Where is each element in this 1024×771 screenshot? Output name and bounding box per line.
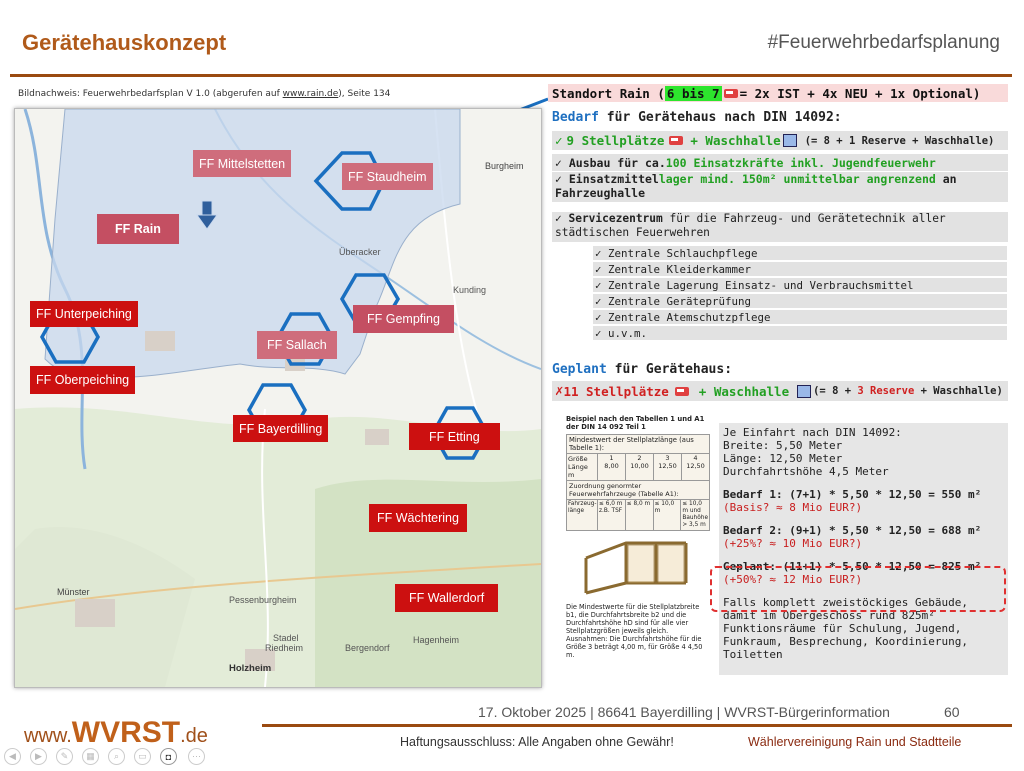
figure-laenge-label: Länge m (568, 463, 588, 479)
service-item: ✓ Zentrale Lagerung Einsatz- und Verbrauchsmittel (593, 278, 1007, 292)
bedarf-waschhalle: + Waschhalle (690, 133, 781, 148)
figure-size: 3 (665, 454, 670, 462)
label-ff-rain[interactable]: FF Rain (97, 214, 179, 244)
place-ueberacker: Überacker (339, 247, 381, 257)
service-item: ✓ Zentrale Kleiderkammer (593, 262, 1007, 276)
footer-divider (262, 724, 1012, 727)
place-bergendorf: Bergendorf (345, 643, 390, 653)
wvrst-logo[interactable] (24, 716, 208, 750)
figure-size: 1 (609, 454, 614, 462)
organization-name: Wählervereinigung Rain und Stadtteile (748, 735, 962, 749)
lager-suffix: an Fahrzeughalle (555, 172, 957, 200)
bedarf2-label: Bedarf 2: (723, 524, 783, 537)
figure-title: Beispiel nach den Tabellen 1 und A1 der DIN 14 092 Teil 1 (566, 415, 705, 431)
calc-intro: Je Einfahrt nach DIN 14092: (723, 426, 902, 439)
standort-suffix: = 2x IST + 4x NEU + 1x Optional) (739, 85, 981, 101)
label-ff-staudheim[interactable]: FF Staudheim (342, 163, 433, 190)
figure-size: 4 (693, 454, 698, 462)
figure-lcol: ≤ 10,0 m (654, 500, 682, 530)
calc-hoehe: Durchfahrtshöhe 4,5 Meter (723, 465, 889, 478)
geplant-stellplaetze-row (552, 381, 1008, 401)
label-ff-oberpeiching[interactable]: FF Oberpeiching (30, 366, 135, 394)
label-ff-bayerdilling[interactable]: FF Bayerdilling (233, 415, 328, 442)
figure-zuordnung: Zuordnung genormter Feuerwehrfahrzeuge (Tabelle A1): (567, 481, 709, 500)
next-slide-icon[interactable]: ▶ (30, 748, 47, 765)
service-row (552, 212, 1008, 242)
geplant-note-red: 3 Reserve (857, 385, 915, 397)
logo-brand: WVRST (71, 716, 181, 749)
figure-length: 12,50 (686, 462, 705, 470)
calculation-box (719, 423, 1008, 675)
bedarf-heading (552, 110, 842, 125)
garage-drawing (566, 533, 710, 603)
map-panel[interactable] (14, 108, 542, 688)
label-ff-wallerdorf[interactable]: FF Wallerdorf (395, 584, 498, 612)
figure-length: 10,00 (630, 462, 649, 470)
bedarf-stellplaetze-note: (= 8 + 1 Reserve + Waschhalle) (804, 134, 995, 147)
label-ff-unterpeiching[interactable]: FF Unterpeiching (30, 301, 138, 327)
place-stadel: Stadel (273, 633, 299, 643)
geplant-heading-blue: Geplant (552, 362, 607, 377)
camera-icon[interactable]: ◘ (160, 748, 177, 765)
place-pessenburgheim: Pessenburgheim (229, 595, 297, 605)
geplant-label: Geplant: (723, 560, 776, 573)
credit-suffix: ), Seite 134 (338, 89, 391, 99)
prev-slide-icon[interactable]: ◀ (4, 748, 21, 765)
lager-highlight: lager mind. 150m² unmittelbar angrenzend (658, 172, 936, 186)
fire-truck-icon (675, 387, 689, 396)
figure-lcol: ≤ 10,0 m und Bauhöhe > 3,5 m (682, 501, 709, 528)
service-bold: ✓ Servicezentrum (555, 212, 663, 225)
credit-prefix: Bildnachweis: Feuerwehrbedarfsplan V 1.0 (abgerufen auf (18, 89, 283, 99)
figure-table-head: Mindestwert der Stellplatzlänge (aus Tabelle 1): (567, 435, 709, 454)
geplant-note (813, 385, 1003, 397)
wash-icon (797, 385, 811, 398)
fire-truck-icon (724, 89, 738, 98)
cross-icon: ✗ (555, 383, 564, 399)
label-ff-sallach[interactable]: FF Sallach (257, 331, 337, 359)
credit-link[interactable]: www.rain.de (282, 89, 339, 99)
geplant-highlight-box (710, 566, 1006, 612)
bedarf-heading-rest: für Gerätehaus nach DIN 14092: (598, 110, 842, 125)
geplant-stellplaetze: 11 Stellplätze (563, 383, 669, 399)
geplant-calc-note: (+50%? ≈ 12 Mio EUR?) (723, 573, 863, 586)
footer-info: 17. Oktober 2025 | 86641 Bayerdilling | WVRST-Bürgerinformation (478, 704, 890, 720)
place-kunding: Kunding (453, 285, 487, 295)
zoom-icon[interactable]: ⌕ (108, 748, 125, 765)
standort-title (548, 84, 1008, 102)
place-muenster: Münster (57, 587, 90, 597)
bedarf1-formula: (7+1) * 5,50 * 12,50 = 550 m² (782, 488, 982, 501)
bedarf-stellplaetze: 9 Stellplätze (566, 133, 665, 148)
geplant-waschhalle: + Waschhalle (698, 383, 790, 399)
figure-groesse-label: Größe (568, 455, 588, 463)
place-burgheim: Burgheim (485, 161, 524, 171)
figure-lcol: ≤ 6,0 m z.B. TSF (598, 500, 626, 530)
label-ff-gempfing[interactable]: FF Gempfing (353, 305, 454, 333)
fire-truck-icon (669, 136, 683, 145)
service-item: ✓ Zentrale Schlauchpflege (593, 246, 1007, 260)
place-hagenheim: Hagenheim (413, 635, 460, 645)
lager-row (552, 172, 1008, 202)
pen-icon[interactable]: ✎ (56, 748, 73, 765)
place-holzheim: Holzheim (229, 663, 272, 674)
geplant-note-prefix: (= 8 + (813, 385, 858, 397)
wash-icon (783, 134, 797, 147)
calc-laenge: Länge: 12,50 Meter (723, 452, 843, 465)
bedarf1-label: Bedarf 1: (723, 488, 783, 501)
bedarf-heading-blue: Bedarf (552, 110, 599, 125)
disclaimer: Haftungsausschluss: Alle Angaben ohne Gewähr! (400, 735, 674, 749)
standort-prefix: Standort Rain ( (552, 85, 665, 101)
ausbau-row (552, 154, 1008, 171)
standort-highlight: 6 bis 7 (666, 85, 720, 101)
calc-breite: Breite: 5,50 Meter (723, 439, 843, 452)
slides-icon[interactable]: ▦ (82, 748, 99, 765)
geplant-heading (552, 362, 732, 377)
hashtag: #Feuerwehrbedarfsplanung (767, 32, 1000, 53)
page-title: Gerätehauskonzept (22, 30, 227, 55)
geplant-heading-rest: für Gerätehaus: (606, 362, 733, 377)
service-item: ✓ u.v.m. (593, 326, 1007, 340)
service-item: ✓ Zentrale Atemschutzpflege (593, 310, 1007, 324)
figure-fahrzeug: Fahrzeug-länge (567, 500, 598, 530)
label-ff-waechtering[interactable]: FF Wächtering (369, 504, 467, 532)
figure-size: 2 (637, 454, 642, 462)
figure-caption: Die Mindestwerte für die Stellplatzbreite b1, die Durchfahrtsbreite b2 und die Durchfahrtshöhe hD sind für alle vier Stellplatzgrößen jeweils gleich. Ausnahmen: Die Durchfahrtshöhe für die Größe 3 beträgt 4,00 m, für Größe 4 4,50 m. (566, 603, 703, 659)
figure-length: 12,50 (658, 462, 677, 470)
more-icon[interactable]: ⋯ (188, 748, 205, 765)
calc-closing: Falls komplett zweistöckiges Gebäude, damit im Obergeschoss rund 825m² Funktionsräume für Schulung, Jugend, Funkraum, Besprechung, Koordinierung, Toiletten (723, 596, 969, 661)
subtitles-icon[interactable]: ▭ (134, 748, 151, 765)
ausbau-prefix: ✓ Ausbau für ca. (555, 155, 666, 170)
logo-post: .de (180, 725, 208, 747)
bedarf2-note: (+25%? ≈ 10 Mio EUR?) (723, 537, 863, 550)
page-number: 60 (944, 704, 960, 720)
bedarf2-formula: (9+1) * 5,50 * 12,50 = 688 m² (782, 524, 982, 537)
label-ff-mittelstetten[interactable]: FF Mittelstetten (193, 150, 291, 177)
bedarf-stellplaetze-row (552, 131, 1008, 150)
geplant-note-suffix: + Waschhalle) (914, 385, 1003, 397)
lager-prefix: ✓ Einsatzmittel (555, 172, 659, 186)
bedarf1-note: (Basis? ≈ 8 Mio EUR?) (723, 501, 863, 514)
din-figure (566, 415, 710, 677)
service-rest: für die Fahrzeug- und Gerätetechnik aller städtischen Feuerwehren (555, 212, 946, 239)
logo-pre: www. (24, 725, 72, 747)
service-item: ✓ Zentrale Geräteprüfung (593, 294, 1007, 308)
figure-length: 8,00 (604, 462, 619, 470)
label-ff-etting[interactable]: FF Etting (409, 423, 500, 450)
place-riedheim: Riedheim (265, 643, 304, 653)
figure-lcol: ≤ 8,0 m (626, 500, 654, 530)
geplant-formula: (11+1) * 5,50 * 12,50 = 825 m² (775, 560, 982, 573)
ausbau-highlight: 100 Einsatzkräfte inkl. Jugendfeuerwehr (665, 155, 936, 170)
stellplaetze-check: ✓ (555, 133, 563, 148)
